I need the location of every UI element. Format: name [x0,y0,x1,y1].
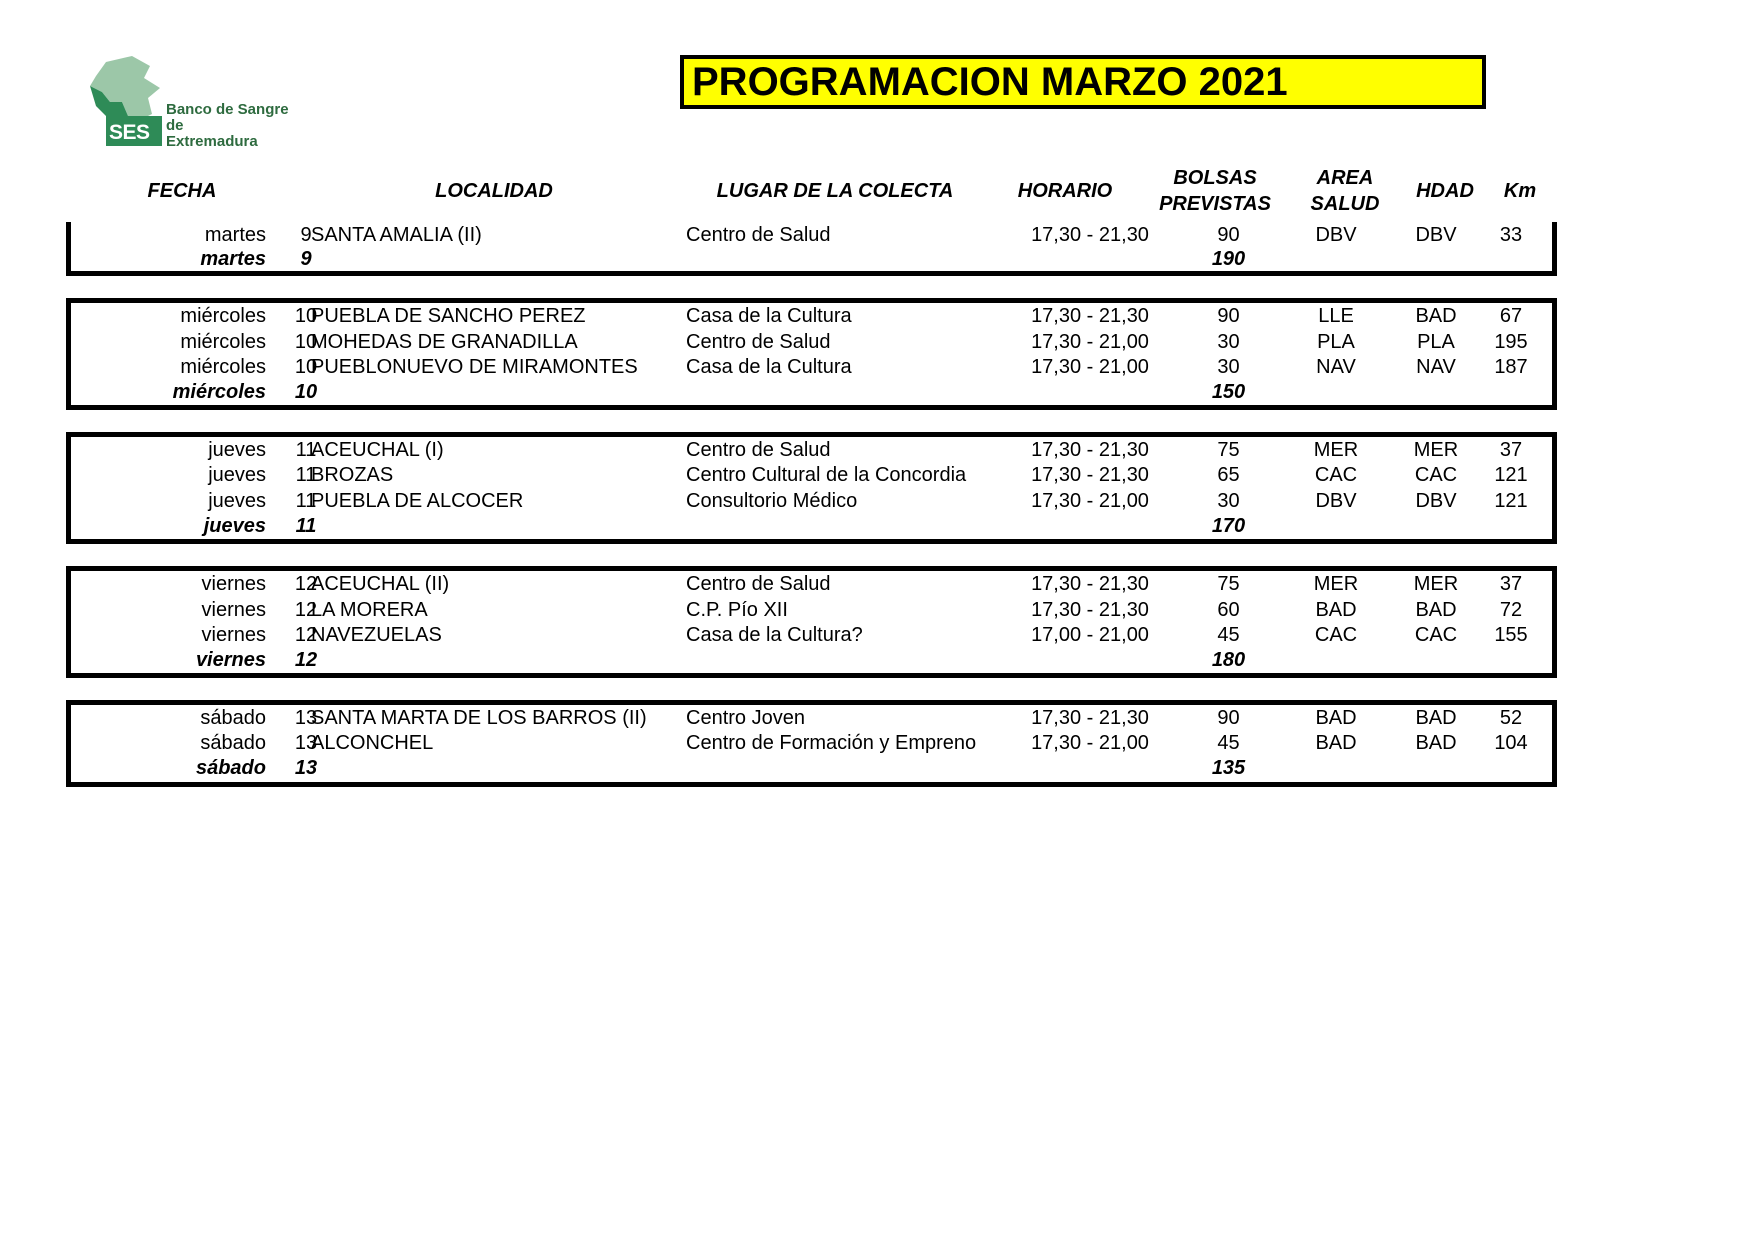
cell-lugar: Centro Joven [686,707,805,729]
cell-lugar: Consultorio Médico [686,490,858,512]
cell-area: CAC [1314,464,1358,486]
cell-bolsas: 30 [1217,331,1240,353]
cell-localidad: PUEBLA DE SANCHO PEREZ [311,305,586,327]
cell-horario: 17,30 - 21,30 [1031,573,1149,595]
cell-dia: miércoles [180,305,266,327]
cell-lugar: C.P. Pío XII [686,599,788,621]
total-bolsas: 170 [1211,515,1246,537]
cell-localidad: NAVEZUELAS [311,624,442,646]
table-row [71,488,1552,514]
total-dia: martes [200,248,266,270]
cell-localidad: PUEBLA DE ALCOCER [311,490,524,512]
cell-dia: sábado [200,732,266,754]
cell-km: 187 [1494,356,1528,378]
cell-km: 104 [1494,732,1528,754]
total-bolsas: 180 [1211,649,1246,671]
cell-km: 121 [1494,490,1528,512]
day-group-sabado [66,700,1557,787]
total-num: 12 [294,649,318,671]
cell-num: 12 [294,599,318,621]
cell-localidad: SANTA MARTA DE LOS BARROS (II) [311,707,647,729]
cell-num: 11 [295,490,317,512]
table-row [71,329,1552,355]
page-title: PROGRAMACION MARZO 2021 [680,55,1486,109]
cell-horario: 17,30 - 21,30 [1031,464,1149,486]
cell-km: 37 [1499,439,1523,461]
cell-area: BAD [1315,732,1357,754]
cell-hdad: BAD [1415,732,1457,754]
total-row [71,513,1552,539]
table-row [71,462,1552,488]
cell-lugar: Centro Cultural de la Concordia [686,464,967,486]
cell-km: 155 [1494,624,1528,646]
cell-area: DBV [1315,490,1357,512]
day-group-jueves [66,432,1557,544]
cell-lugar: Casa de la Cultura? [686,624,863,646]
total-bolsas: 190 [1211,248,1246,270]
cell-bolsas: 75 [1217,439,1240,461]
cell-horario: 17,30 - 21,00 [1031,732,1149,754]
cell-dia: viernes [201,599,266,621]
logo-name: Banco de Sangre de Extremadura [166,101,289,150]
table-row [71,705,1552,731]
cell-lugar: Centro de Formación y Empreno [686,732,977,754]
cell-area: MER [1313,439,1359,461]
cell-num: 13 [294,707,318,729]
header-fecha: FECHA [147,180,217,202]
table-header [0,160,1754,220]
cell-horario: 17,30 - 21,30 [1031,224,1149,246]
table-row [71,437,1552,463]
table-row [71,222,1552,248]
cell-hdad: BAD [1415,305,1457,327]
cell-area: BAD [1315,599,1357,621]
cell-num: 13 [294,732,318,754]
cell-lugar: Centro de Salud [686,439,831,461]
total-bolsas: 135 [1211,757,1246,779]
cell-bolsas: 45 [1217,732,1240,754]
total-row [71,246,1552,272]
header-area-salud: AREA SALUD [1310,167,1380,215]
cell-horario: 17,30 - 21,00 [1031,331,1149,353]
cell-area: CAC [1314,624,1358,646]
cell-localidad: PUEBLONUEVO DE MIRAMONTES [311,356,638,378]
table-row [71,597,1552,623]
cell-dia: sábado [200,707,266,729]
cell-num: 12 [294,624,318,646]
cell-bolsas: 30 [1217,356,1240,378]
cell-num: 10 [294,331,318,353]
header-lugar: LUGAR DE LA COLECTA [716,180,954,202]
cell-area: NAV [1316,356,1356,378]
day-group-viernes [66,566,1557,678]
cell-dia: jueves [208,490,266,512]
logo-badge: SES [109,121,150,144]
cell-hdad: BAD [1415,707,1457,729]
header-km: Km [1503,180,1537,202]
cell-horario: 17,30 - 21,30 [1031,305,1149,327]
cell-horario: 17,30 - 21,30 [1031,599,1149,621]
day-group-miercoles [66,298,1557,410]
cell-localidad: ALCONCHEL [311,732,434,754]
cell-bolsas: 90 [1217,707,1240,729]
cell-km: 52 [1499,707,1523,729]
table-row [71,303,1552,329]
cell-lugar: Casa de la Cultura [686,305,852,327]
day-group-martes [66,222,1557,276]
total-num: 13 [294,757,318,779]
cell-lugar: Casa de la Cultura [686,356,852,378]
cell-localidad: BROZAS [311,464,394,486]
total-row [71,755,1552,781]
cell-dia: miércoles [180,356,266,378]
total-num: 11 [295,515,317,537]
cell-localidad: ACEUCHAL (I) [311,439,444,461]
cell-hdad: CAC [1414,624,1458,646]
cell-area: PLA [1317,331,1355,353]
cell-num: 10 [294,305,318,327]
cell-bolsas: 30 [1217,490,1240,512]
cell-area: BAD [1315,707,1357,729]
total-row [71,379,1552,405]
cell-km: 121 [1494,464,1528,486]
table-row [71,571,1552,597]
cell-hdad: NAV [1416,356,1456,378]
total-dia: miércoles [172,381,266,403]
cell-bolsas: 60 [1217,599,1240,621]
cell-horario: 17,30 - 21,00 [1031,356,1149,378]
cell-hdad: CAC [1414,464,1458,486]
cell-km: 195 [1494,331,1528,353]
cell-hdad: PLA [1417,331,1455,353]
cell-km: 33 [1499,224,1523,246]
header-bolsas: BOLSAS PREVISTAS [1159,167,1271,215]
table-row [71,730,1552,756]
cell-localidad: MOHEDAS DE GRANADILLA [311,331,578,353]
header-localidad: LOCALIDAD [435,180,553,202]
cell-num: 10 [294,356,318,378]
cell-lugar: Centro de Salud [686,573,831,595]
total-dia: sábado [195,757,266,779]
cell-hdad: BAD [1415,599,1457,621]
cell-bolsas: 75 [1217,573,1240,595]
cell-area: MER [1313,573,1359,595]
cell-horario: 17,30 - 21,30 [1031,439,1149,461]
cell-num: 11 [295,464,317,486]
cell-lugar: Centro de Salud [686,331,831,353]
cell-dia: miércoles [180,331,266,353]
cell-horario: 17,30 - 21,00 [1031,490,1149,512]
cell-dia: viernes [201,624,266,646]
total-bolsas: 150 [1211,381,1246,403]
total-dia: viernes [195,649,266,671]
cell-dia: martes [204,224,266,246]
table-row [71,622,1552,648]
cell-dia: jueves [208,464,266,486]
cell-hdad: DBV [1415,224,1457,246]
cell-localidad: ACEUCHAL (II) [311,573,450,595]
total-num: 9 [300,248,312,270]
cell-bolsas: 90 [1217,305,1240,327]
cell-localidad: LA MORERA [311,599,428,621]
cell-km: 72 [1499,599,1523,621]
cell-km: 67 [1499,305,1523,327]
cell-num: 11 [295,439,317,461]
cell-horario: 17,30 - 21,30 [1031,707,1149,729]
header-hdad: HDAD [1416,180,1474,202]
table-row [71,354,1552,380]
cell-hdad: MER [1413,573,1459,595]
total-row [71,647,1552,673]
total-dia: jueves [203,515,266,537]
header-horario: HORARIO [1017,180,1113,202]
cell-area: DBV [1315,224,1357,246]
cell-bolsas: 65 [1217,464,1240,486]
cell-area: LLE [1318,305,1354,327]
cell-hdad: DBV [1415,490,1457,512]
cell-num: 12 [294,573,318,595]
cell-dia: jueves [208,439,266,461]
cell-dia: viernes [201,573,266,595]
cell-lugar: Centro de Salud [686,224,831,246]
cell-km: 37 [1499,573,1523,595]
logo [88,56,318,152]
cell-localidad: SANTA AMALIA (II) [311,224,482,246]
total-num: 10 [294,381,318,403]
cell-num: 9 [300,224,312,246]
cell-hdad: MER [1413,439,1459,461]
cell-bolsas: 45 [1217,624,1240,646]
cell-bolsas: 90 [1217,224,1240,246]
cell-horario: 17,00 - 21,00 [1031,624,1149,646]
